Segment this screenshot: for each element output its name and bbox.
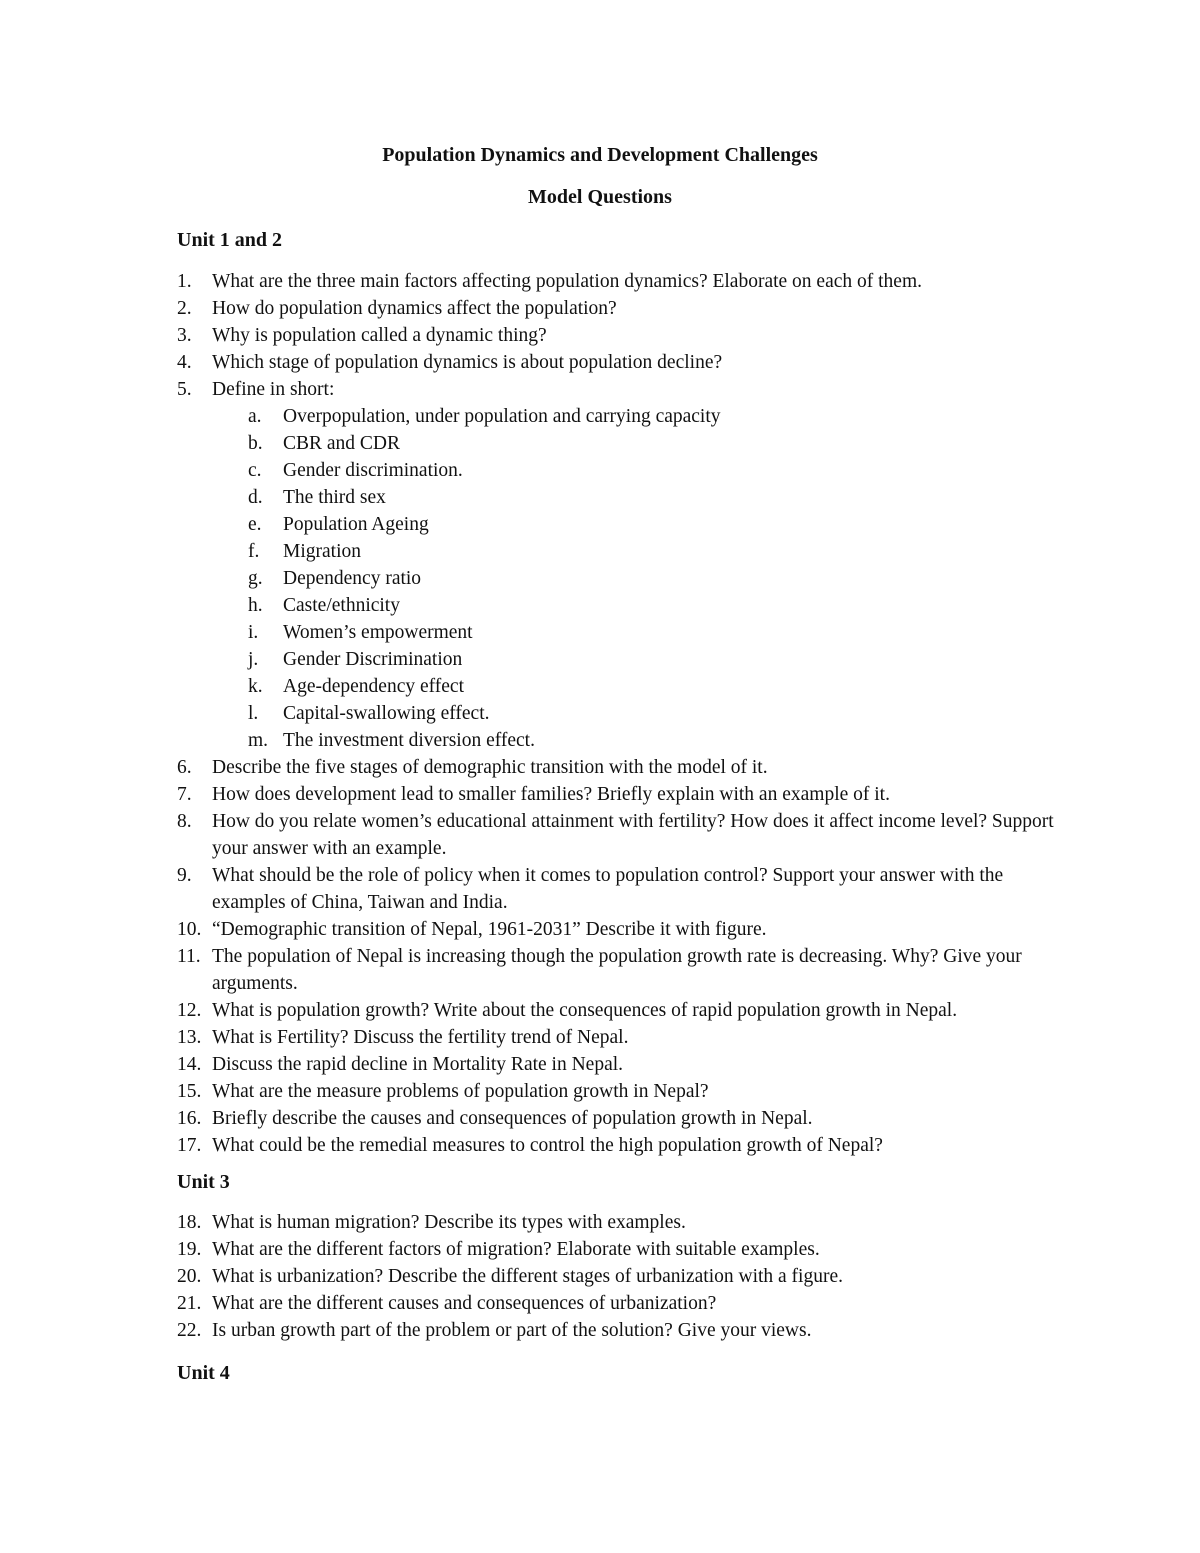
- sub-item: [0, 619, 1200, 646]
- unit-1-2-heading: Unit 1 and 2: [177, 229, 283, 251]
- question-number: 8.: [177, 811, 192, 832]
- question-text: What could be the remedial measures to control the high population growth of Nepal?: [212, 1135, 883, 1156]
- sub-item-letter: h.: [248, 595, 263, 616]
- question-text: How do you relate women’s educational attainment with fertility? How does it affect income level? Support your answer with an example.: [212, 811, 1054, 859]
- question-item: [0, 1078, 1200, 1105]
- question-number: 16.: [177, 1108, 202, 1129]
- question-number: 4.: [177, 352, 192, 373]
- question-item: [0, 1290, 1200, 1317]
- unit-1-2-questions: [0, 268, 1200, 1159]
- question-text: What is urbanization? Describe the different stages of urbanization with a figure.: [212, 1266, 843, 1287]
- sub-item-text: Migration: [283, 541, 361, 562]
- question-number: 12.: [177, 1000, 202, 1021]
- question-item: [0, 1024, 1200, 1051]
- sub-item-letter: m.: [248, 730, 269, 751]
- question-text: Discuss the rapid decline in Mortality Rate in Nepal.: [212, 1054, 624, 1075]
- question-text: What are the different causes and consequences of urbanization?: [212, 1293, 717, 1314]
- question-number: 13.: [177, 1027, 202, 1048]
- question-number: 20.: [177, 1266, 202, 1287]
- unit-3-questions: [0, 1209, 1200, 1344]
- question-item: [0, 349, 1200, 376]
- question-text: Is urban growth part of the problem or part of the solution? Give your views.: [212, 1320, 812, 1341]
- question-number: 22.: [177, 1320, 202, 1341]
- question-item: [0, 295, 1200, 322]
- sub-item-text: Gender discrimination.: [283, 460, 463, 481]
- question-number: 2.: [177, 298, 192, 319]
- question-item: [0, 997, 1200, 1024]
- sub-item-text: The third sex: [283, 487, 386, 508]
- sub-item-letter: e.: [248, 514, 262, 535]
- question-number: 3.: [177, 325, 192, 346]
- question-text: Briefly describe the causes and consequences of population growth in Nepal.: [212, 1108, 813, 1129]
- sub-item-text: Age-dependency effect: [283, 676, 464, 697]
- question-item: [0, 1051, 1200, 1078]
- question-item: [0, 1132, 1200, 1159]
- sub-item: [0, 565, 1200, 592]
- question-text: What is human migration? Describe its types with examples.: [212, 1212, 686, 1233]
- sub-item-letter: k.: [248, 676, 263, 697]
- question-number: 1.: [177, 271, 192, 292]
- sub-item-letter: a.: [248, 406, 262, 427]
- question-number: 5.: [177, 379, 192, 400]
- question-number: 11.: [177, 946, 201, 967]
- sub-item-letter: j.: [248, 649, 259, 670]
- question-item: [0, 1105, 1200, 1132]
- question-item: [0, 268, 1200, 295]
- question-text: The population of Nepal is increasing though the population growth rate is decreasing. Why? Give your arguments.: [212, 946, 1022, 994]
- sub-item: [0, 727, 1200, 754]
- question-number: 7.: [177, 784, 192, 805]
- sub-item: [0, 430, 1200, 457]
- sub-item-letter: l.: [248, 703, 259, 724]
- question-text: What are the three main factors affecting population dynamics? Elaborate on each of them.: [212, 271, 923, 292]
- question-item: [0, 781, 1200, 808]
- sub-item: [0, 673, 1200, 700]
- question-item: [0, 1209, 1200, 1236]
- sub-item: [0, 484, 1200, 511]
- question-item: [0, 754, 1200, 781]
- question-text: Describe the five stages of demographic transition with the model of it.: [212, 757, 768, 778]
- question-text: What should be the role of policy when it comes to population control? Support your answer with the examples of China, Taiwan and India.: [212, 865, 1004, 913]
- sub-item: [0, 511, 1200, 538]
- sub-item: [0, 646, 1200, 673]
- question-text: Why is population called a dynamic thing?: [212, 325, 547, 346]
- question-item: [0, 376, 1200, 403]
- question-number: 14.: [177, 1054, 202, 1075]
- question-number: 21.: [177, 1293, 202, 1314]
- question-number: 19.: [177, 1239, 202, 1260]
- sub-item: [0, 538, 1200, 565]
- sub-item-text: Women’s empowerment: [283, 622, 473, 643]
- question-text: Define in short:: [212, 379, 335, 400]
- document-subtitle: Model Questions: [528, 186, 672, 208]
- question-text: What is population growth? Write about the consequences of rapid population growth in Nepal.: [212, 1000, 958, 1021]
- sub-item: [0, 700, 1200, 727]
- question-text: “Demographic transition of Nepal, 1961-2031” Describe it with figure.: [212, 919, 767, 940]
- sub-item: [0, 457, 1200, 484]
- sub-item: [0, 403, 1200, 430]
- question-number: 6.: [177, 757, 192, 778]
- sub-item-text: Overpopulation, under population and carrying capacity: [283, 406, 721, 427]
- question-text: What are the measure problems of population growth in Nepal?: [212, 1081, 709, 1102]
- question-number: 10.: [177, 919, 202, 940]
- document-title: Population Dynamics and Development Challenges: [382, 144, 818, 166]
- sub-item-text: Gender Discrimination: [283, 649, 463, 670]
- question-item: [0, 322, 1200, 349]
- question-text: Which stage of population dynamics is about population decline?: [212, 352, 723, 373]
- question-text: What is Fertility? Discuss the fertility trend of Nepal.: [212, 1027, 629, 1048]
- question-item: [0, 1263, 1200, 1290]
- sub-item: [0, 592, 1200, 619]
- sub-item-letter: d.: [248, 487, 263, 508]
- sub-item-text: Dependency ratio: [283, 568, 422, 589]
- sub-item-text: Capital-swallowing effect.: [283, 703, 490, 724]
- sub-item-text: CBR and CDR: [283, 433, 401, 454]
- sub-item-letter: b.: [248, 433, 263, 454]
- question-number: 18.: [177, 1212, 202, 1233]
- sub-item-letter: i.: [248, 622, 259, 643]
- question-text: How do population dynamics affect the population?: [212, 298, 617, 319]
- sub-item-text: Population Ageing: [283, 514, 429, 535]
- question-item: [0, 1236, 1200, 1263]
- sub-item-letter: g.: [248, 568, 263, 589]
- question-text: What are the different factors of migration? Elaborate with suitable examples.: [212, 1239, 820, 1260]
- question-item: [0, 808, 1200, 862]
- question-item: [0, 1317, 1200, 1344]
- question-item: [0, 916, 1200, 943]
- sub-item-text: Caste/ethnicity: [283, 595, 400, 616]
- question-number: 15.: [177, 1081, 202, 1102]
- question-number: 17.: [177, 1135, 202, 1156]
- question-number: 9.: [177, 865, 192, 886]
- question-text: How does development lead to smaller families? Briefly explain with an example of it.: [212, 784, 890, 805]
- sub-item-letter: f.: [248, 541, 260, 562]
- unit-3-heading: Unit 3: [177, 1171, 230, 1193]
- sub-item-text: The investment diversion effect.: [283, 730, 535, 751]
- question-item: [0, 862, 1200, 916]
- question-item: [0, 943, 1200, 997]
- unit-4-heading: Unit 4: [177, 1362, 230, 1384]
- sub-item-letter: c.: [248, 460, 262, 481]
